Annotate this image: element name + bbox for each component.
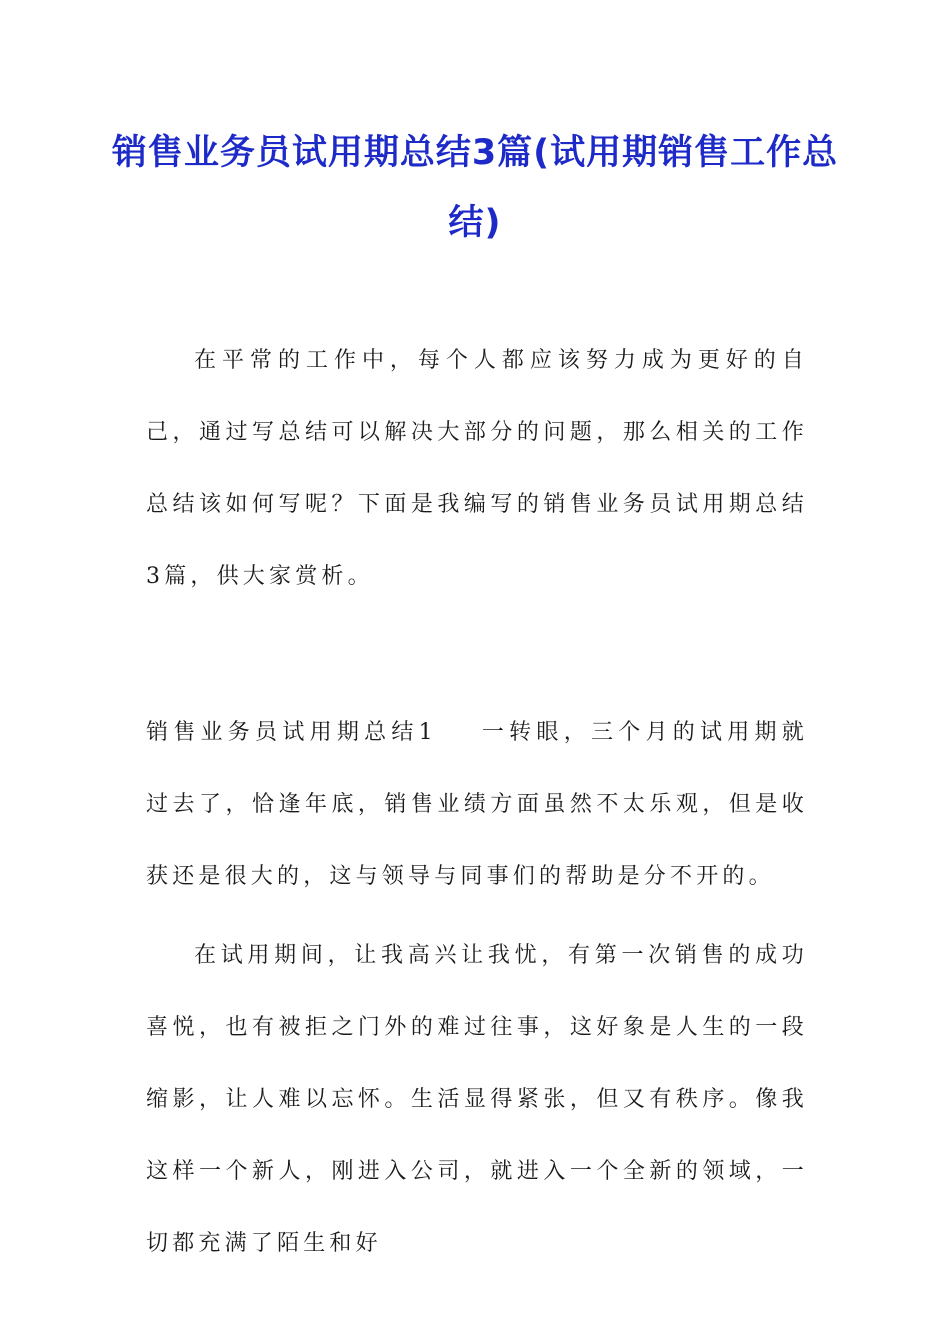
section-1-paragraph-2: 在试用期间，让我高兴让我忧，有第一次销售的成功喜悦，也有被拒之门外的难过往事，这好象是人生的一段缩影，让人难以忘怀。生活显得紧张，但又有秩序。像我这样一个新人，刚进入公司，就进入一个全新的领域，一切都充满了陌生和好 bbox=[146, 943, 808, 1256]
section-1-paragraph-1: 一转眼，三个月的试用期就过去了，恰逢年底，销售业绩方面虽然不太乐观，但是收获还是很大的，这与领导与同事们的帮助是分不开的。 bbox=[146, 720, 809, 889]
intro-paragraph: 在平常的工作中，每个人都应该努力成为更好的自己，通过写总结可以解决大部分的问题，那么相关的工作总结该如何写呢？下面是我编写的销售业务员试用期总结3篇，供大家赏析。 bbox=[146, 348, 808, 589]
document-title: 销售业务员试用期总结3篇(试用期销售工作总结) bbox=[111, 133, 839, 243]
section-1-heading: 销售业务员试用期总结1 bbox=[146, 720, 437, 745]
section-1-first-paragraph bbox=[146, 697, 808, 913]
